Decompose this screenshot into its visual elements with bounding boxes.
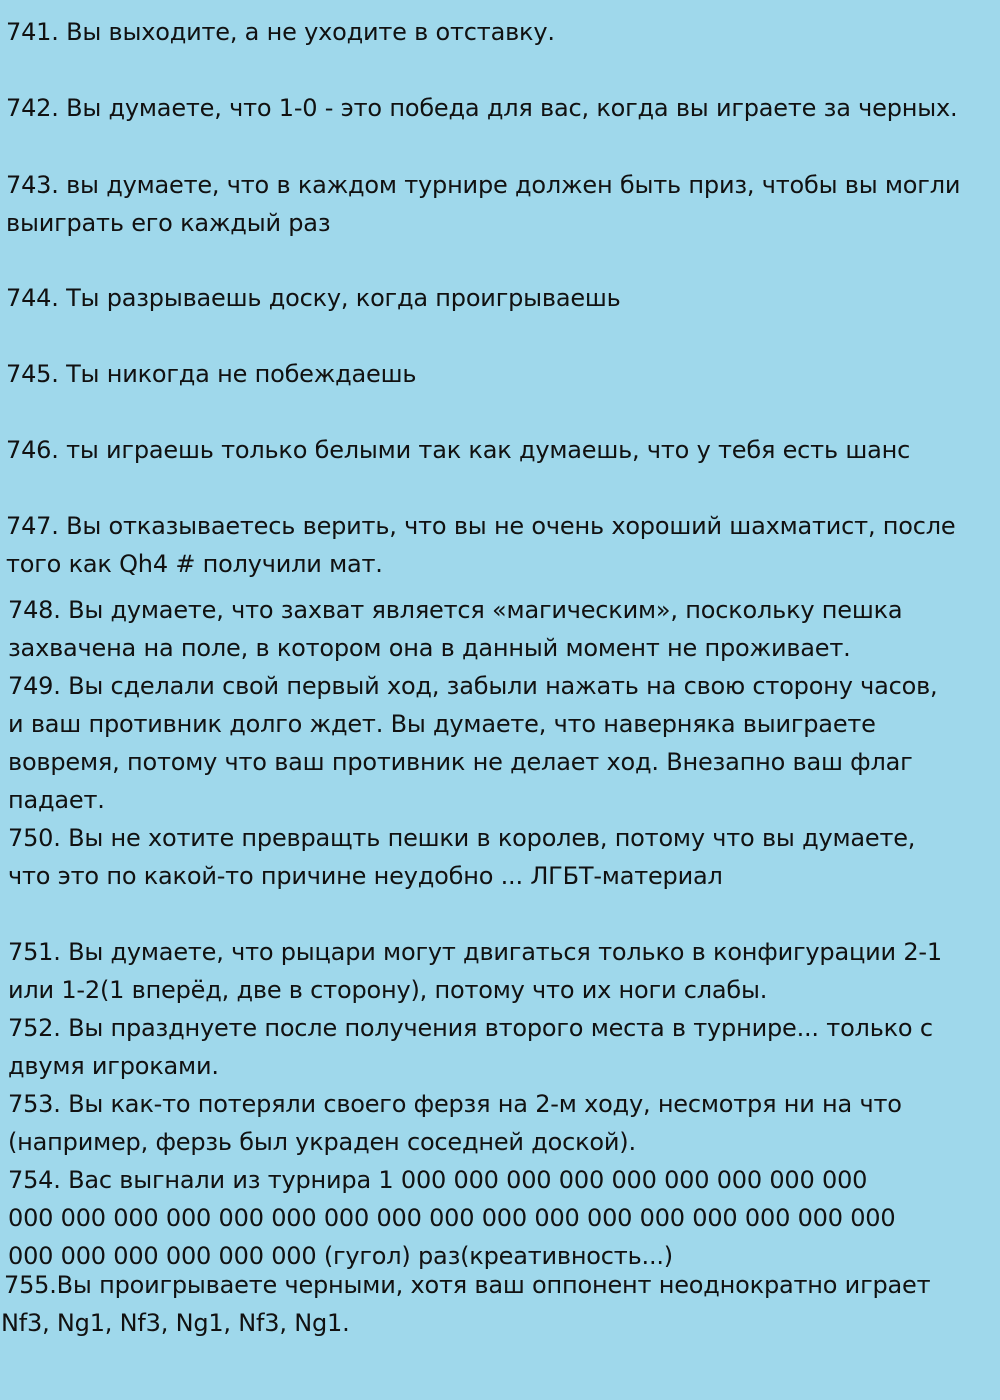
joke-line: 753. Вы как-то потеряли своего ферзя на 2-м ходу, несмотря ни на что xyxy=(8,1090,902,1118)
joke-line: выиграть его каждый раз xyxy=(6,209,331,237)
joke-line: 000 000 000 000 000 000 (гугол) раз(креативность...) xyxy=(8,1242,673,1270)
joke-755 xyxy=(1,1266,931,1342)
joke-line: 745. Ты никогда не побеждаешь xyxy=(6,360,417,388)
joke-line: 747. Вы отказываетесь верить, что вы не очень хороший шахматист, после xyxy=(6,512,956,540)
joke-744 xyxy=(6,279,621,317)
joke-line: Nf3, Ng1, Nf3, Ng1, Nf3, Ng1. xyxy=(1,1309,350,1337)
joke-line: того как Qh4 # получили мат. xyxy=(6,550,383,578)
joke-line: 748. Вы думаете, что захват является «магическим», поскольку пешка xyxy=(8,596,903,624)
joke-745 xyxy=(6,355,416,393)
joke-749 xyxy=(8,667,937,819)
joke-line: 755.Вы проигрываете черными, хотя ваш оппонент неоднократно играет xyxy=(4,1271,931,1299)
joke-line: захвачена на поле, в котором она в данный момент не проживает. xyxy=(8,634,851,662)
joke-line: 744. Ты разрываешь доску, когда проигрываешь xyxy=(6,284,621,312)
joke-741 xyxy=(6,13,555,51)
joke-line: 000 000 000 000 000 000 000 000 000 000 000 000 000 000 000 000 000 xyxy=(8,1204,896,1232)
joke-743 xyxy=(6,166,960,242)
joke-line: или 1-2(1 вперёд, две в сторону), потому что их ноги слабы. xyxy=(8,976,768,1004)
joke-line: (например, ферзь был украден соседней доской). xyxy=(8,1128,636,1156)
joke-line: 742. Вы думаете, что 1-0 - это победа для вас, когда вы играете за черных. xyxy=(6,94,958,122)
joke-line: 750. Вы не хотите превращть пешки в королев, потому что вы думаете, xyxy=(8,824,916,852)
joke-line: и ваш противник долго ждет. Вы думаете, что наверняка выиграете xyxy=(8,710,876,738)
joke-line: 749. Вы сделали свой первый ход, забыли нажать на свою сторону часов, xyxy=(8,672,938,700)
joke-750 xyxy=(8,819,915,895)
joke-line: двумя игроками. xyxy=(8,1052,219,1080)
joke-line: 751. Вы думаете, что рыцари могут двигаться только в конфигурации 2-1 xyxy=(8,938,942,966)
joke-747 xyxy=(6,507,955,583)
joke-748 xyxy=(8,591,902,667)
joke-line: падает. xyxy=(8,786,105,814)
joke-line: 752. Вы празднуете после получения второго места в турнире... только с xyxy=(8,1014,933,1042)
joke-line: 746. ты играешь только белыми так как думаешь, что у тебя есть шанс xyxy=(6,436,911,464)
joke-line: 743. вы думаете, что в каждом турнире должен быть приз, чтобы вы могли xyxy=(6,171,961,199)
joke-753 xyxy=(8,1085,902,1161)
joke-line: 754. Вас выгнали из турнира 1 000 000 000 000 000 000 000 000 000 xyxy=(8,1166,868,1194)
joke-742 xyxy=(6,89,957,127)
joke-line: вовремя, потому что ваш противник не делает ход. Внезапно ваш флаг xyxy=(8,748,913,776)
joke-754 xyxy=(8,1161,895,1275)
joke-752 xyxy=(8,1009,933,1085)
joke-746 xyxy=(6,431,910,469)
joke-line: что это по какой-то причине неудобно ... ЛГБТ-материал xyxy=(8,862,723,890)
joke-line: 741. Вы выходите, а не уходите в отставку. xyxy=(6,18,555,46)
joke-751 xyxy=(8,933,942,1009)
